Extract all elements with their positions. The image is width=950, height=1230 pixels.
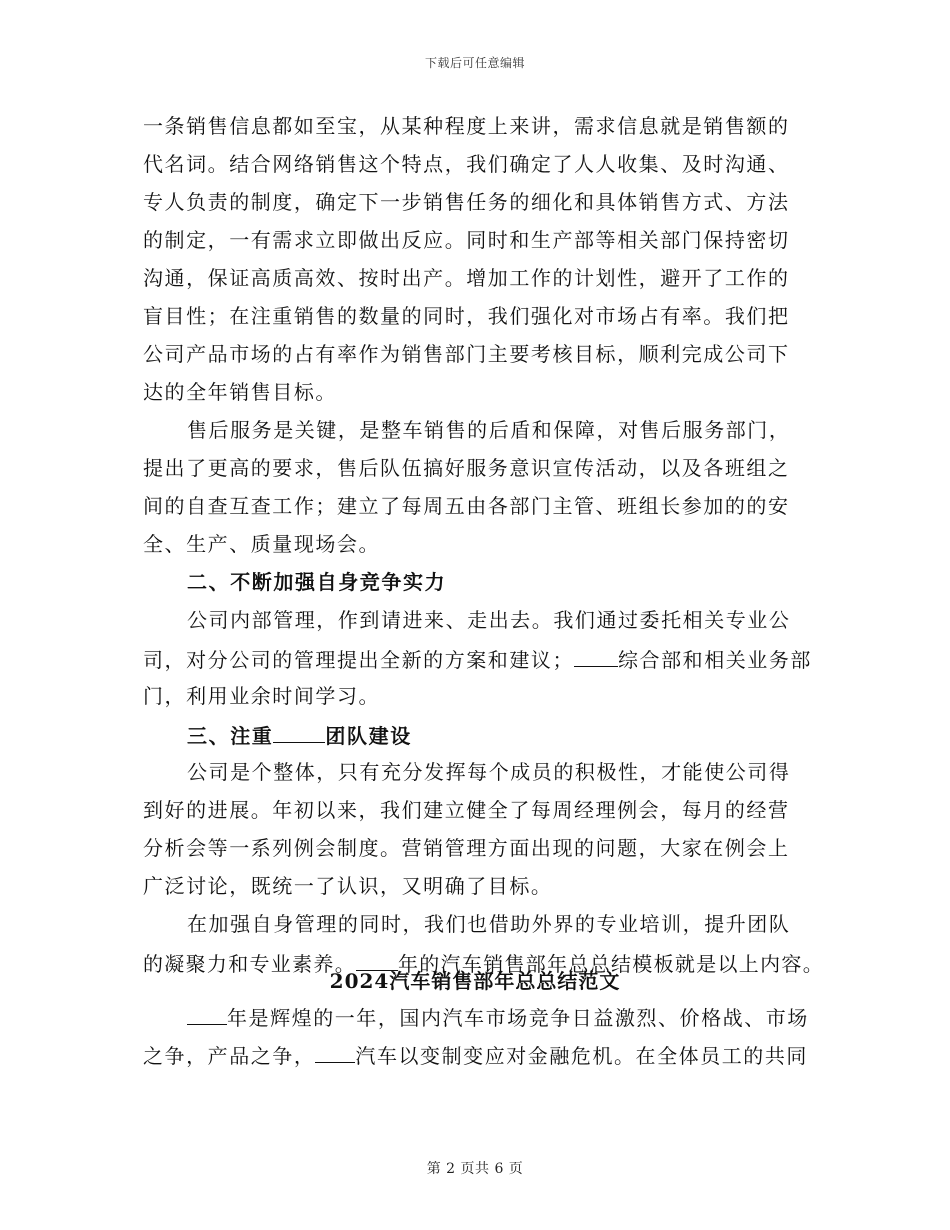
page-header: 下载后可任意编辑 — [424, 56, 525, 70]
document-title: 2024汽车销售部年总总结范文 — [329, 969, 621, 993]
paragraph-line: 的制定，一有需求立即做出反应。同时和生产部等相关部门保持密切 — [143, 228, 790, 252]
text-segment: 之争，产品之争， — [143, 1044, 316, 1068]
paragraph-line — [143, 646, 812, 672]
paragraph-line: 公司产品市场的占有率作为销售部门主要考核目标，顺利完成公司下 — [143, 342, 790, 366]
text-segment: 司，对分公司的管理提出全新的方案和建议； — [143, 648, 574, 672]
paragraph-line: 专人负责的制度，确定下一步销售任务的细化和具体销售方式、方法 — [143, 190, 790, 214]
blank-underline — [187, 1004, 227, 1025]
section-heading-2: 二、不断加强自身竞争实力 — [187, 570, 447, 594]
paragraph-line — [187, 1004, 809, 1030]
paragraph-line: 到好的进展。年初以来，我们建立健全了每周经理例会，每月的经营 — [143, 798, 790, 822]
text-segment: 三、注重 — [187, 724, 274, 748]
paragraph-line: 间的自查互查工作；建立了每周五由各部门主管、班组长参加的的安 — [143, 494, 790, 518]
paragraph-line — [143, 1042, 808, 1068]
paragraph-line: 沟通，保证高质高效、按时出产。增加工作的计划性，避开了工作的 — [143, 266, 790, 290]
paragraph-line: 代名词。结合网络销售这个特点，我们确定了人人收集、及时沟通、 — [143, 152, 790, 176]
paragraph-line: 公司内部管理，作到请进来、走出去。我们通过委托相关专业公 — [187, 608, 791, 632]
text-segment: 年是辉煌的一年，国内汽车市场竞争日益激烈、价格战、市场 — [227, 1006, 809, 1030]
section-heading-3 — [187, 722, 412, 748]
blank-underline — [315, 1042, 355, 1063]
paragraph-line: 公司是个整体，只有充分发挥每个成员的积极性，才能使公司得 — [187, 760, 791, 784]
paragraph-line: 门，利用业余时间学习。 — [143, 684, 381, 708]
text-segment: 年的汽车销售部年总总结模板就是以上内容。 — [398, 952, 824, 976]
text-segment: 综合部和相关业务部 — [618, 648, 812, 672]
blank-underline — [574, 646, 618, 667]
paragraph-line: 盲目性；在注重销售的数量的同时，我们强化对市场占有率。我们把 — [143, 304, 790, 328]
text-segment: 的凝聚力和专业素养。 — [143, 952, 356, 976]
paragraph-line: 一条销售信息都如至宝，从某种程度上来讲，需求信息就是销售额的 — [143, 114, 790, 138]
text-segment: 团队建设 — [325, 724, 412, 748]
paragraph-line: 全、生产、质量现场会。 — [143, 532, 381, 556]
paragraph-line: 提出了更高的要求，售后队伍搞好服务意识宣传活动，以及各班组之 — [143, 456, 790, 480]
paragraph-line: 分析会等一系列例会制度。营销管理方面出现的问题，大家在例会上 — [143, 836, 790, 860]
paragraph-line: 在加强自身管理的同时，我们也借助外界的专业培训，提升团队 — [187, 912, 791, 936]
paragraph-line: 售后服务是关键，是整车销售的后盾和保障，对售后服务部门， — [187, 418, 791, 442]
paragraph-line: 达的全年销售目标。 — [143, 380, 337, 404]
paragraph-line: 广泛讨论，既统一了认识，又明确了目标。 — [143, 874, 553, 898]
blank-underline — [273, 722, 325, 743]
text-segment: 汽车以变制变应对金融危机。在全体员工的共同 — [355, 1044, 808, 1068]
page-footer: 第 2 页共 6 页 — [426, 1161, 524, 1177]
